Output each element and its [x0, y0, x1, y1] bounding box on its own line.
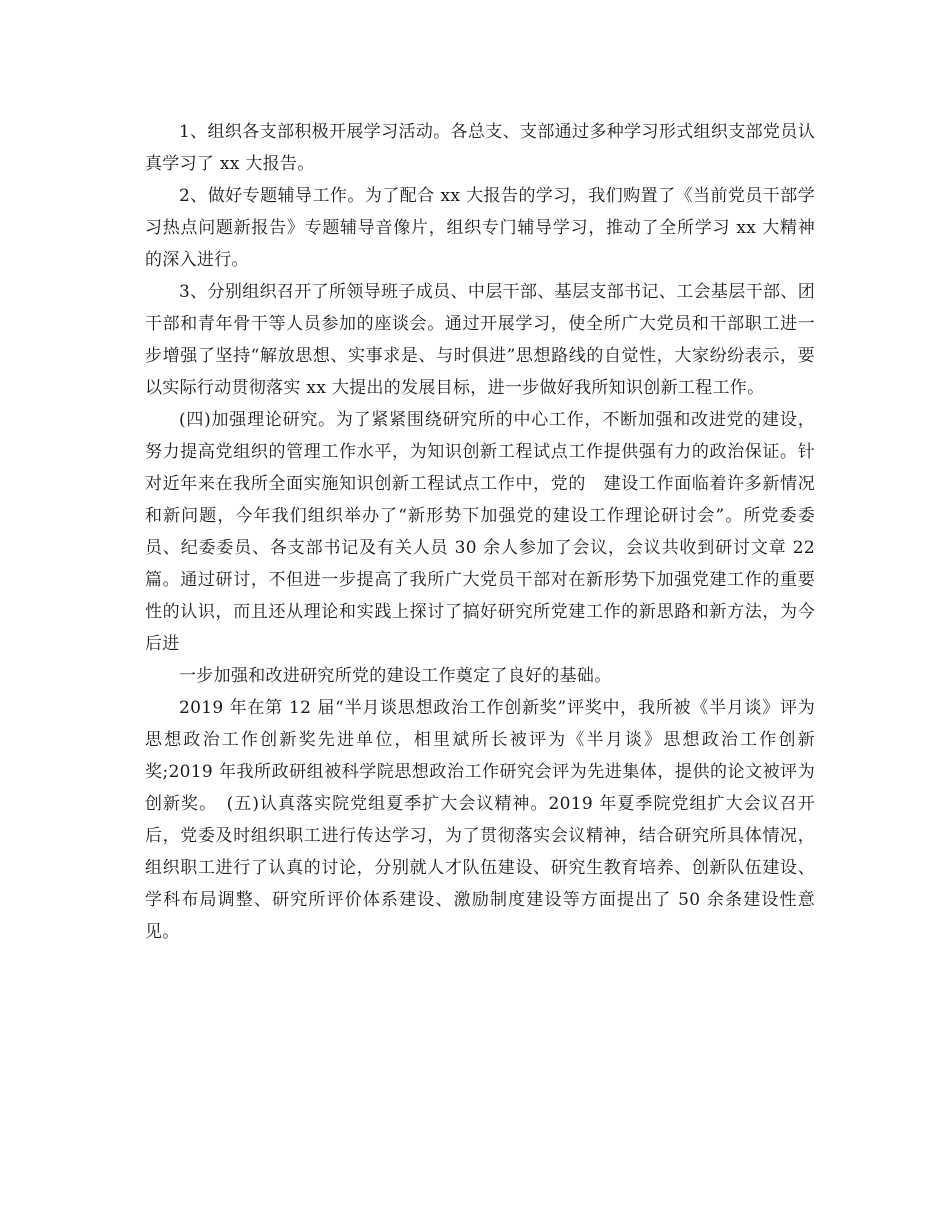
paragraph-5: 一步加强和改进研究所党的建设工作奠定了良好的基础。 [179, 666, 612, 686]
paragraph-6: 2019 年在第 12 届“半月谈思想政治工作创新奖”评奖中，我所被《半月谈》评为思想政治工作创新奖先进单位，相里斌所长被评为《半月谈》思想政治工作创新奖;2019 年我所政研组被科学院思想政治工作研究会评为先进集体，提供的论文被评为创新奖。 (五)认真落实院党组夏季扩大会议精神。2019 年夏季院党组扩大会议召开后，党委及时组织职工进行传达学习，为了贯彻落实会议精神，结合研究所具体情况，组织职工进行了认真的讨论，分别就人才队伍建设、研究生教育培养、创新队伍建设、学科布局调整、研究所评价体系建设、激励制度建设等方面提出了 50 余条建设性意见。 [145, 698, 815, 942]
paragraph-1: 1、组织各支部积极开展学习活动。各总支、支部通过多种学习形式组织支部党员认真学习了 xx 大报告。 [145, 122, 815, 174]
paragraph-3: 3、分别组织召开了所领导班子成员、中层干部、基层支部书记、工会基层干部、团干部和青年骨干等人员参加的座谈会。通过开展学习，使全所广大党员和干部职工进一步增强了坚持“解放思想、实事求是、与时俱进”思想路线的自觉性，大家纷纷表示，要以实际行动贯彻落实 xx 大提出的发展目标，进一步做好我所知识创新工程工作。 [145, 282, 815, 398]
document-body [145, 116, 815, 948]
paragraph-4: (四)加强理论研究。为了紧紧围绕研究所的中心工作，不断加强和改进党的建设，努力提高党组织的管理工作水平，为知识创新工程试点工作提供强有力的政治保证。针对近年来在我所全面实施知识创新工程试点工作中，党的 建设工作面临着许多新情况和新问题，今年我们组织举办了“新形势下加强党的建设工作理论研讨会”。所党委委员、纪委委员、各支部书记及有关人员 30 余人参加了会议，会议共收到研讨文章 22 篇。通过研讨，不但进一步提高了我所广大党员干部对在新形势下加强党建工作的重要性的认识，而且还从理论和实践上探讨了搞好研究所党建工作的新思路和新方法，为今后进 [145, 410, 815, 654]
paragraph-2: 2、做好专题辅导工作。为了配合 xx 大报告的学习，我们购置了《当前党员干部学习热点问题新报告》专题辅导音像片，组织专门辅导学习，推动了全所学习 xx 大精神的深入进行。 [145, 186, 815, 270]
